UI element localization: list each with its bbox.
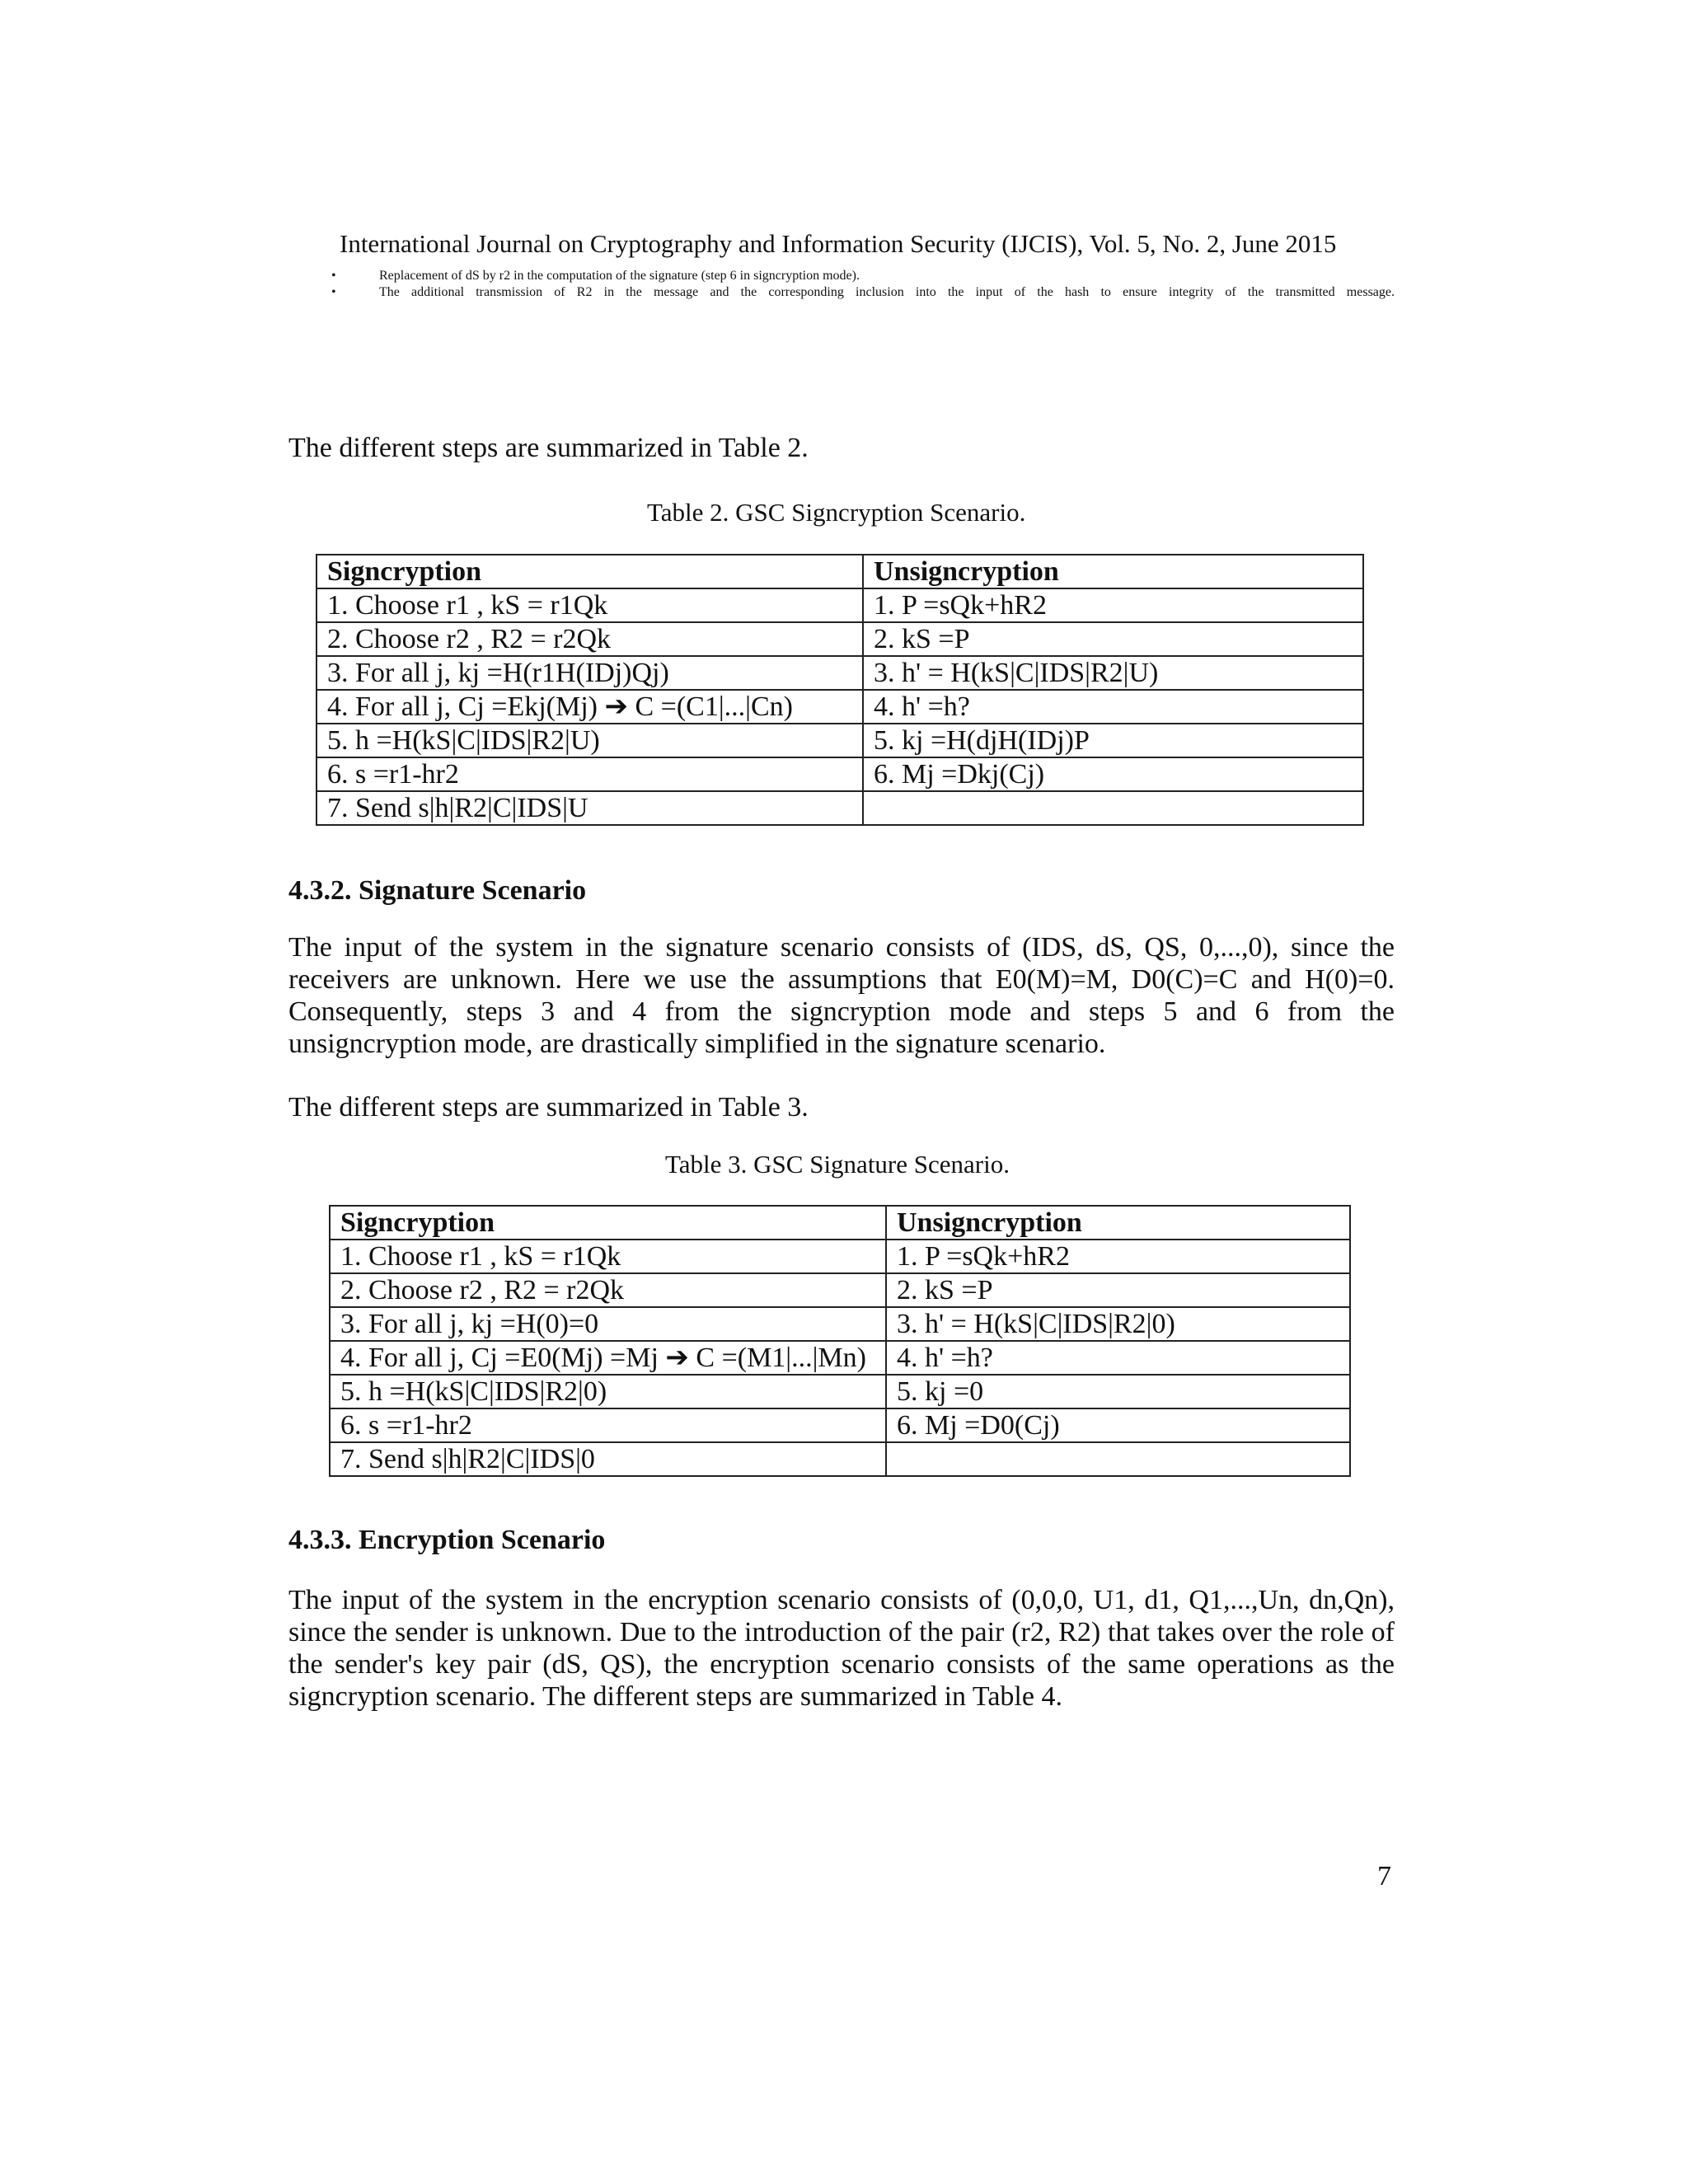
table-header-row bbox=[316, 555, 1363, 588]
table-row bbox=[316, 588, 1363, 622]
table-cell: 3. For all j, kj =H(0)=0 bbox=[330, 1307, 886, 1341]
table-cell: 1. Choose r1 , kS = r1Qk bbox=[330, 1240, 886, 1273]
table-cell: 4. For all j, Cj =E0(Mj) =Mj ➔ C =(M1|...|Mn) bbox=[330, 1341, 886, 1375]
bullet-text: The additional transmission of R2 in the message and the corresponding inclusion into the input of the hash to ensure integrity of the transmitted message. bbox=[379, 285, 1395, 299]
table-cell: 5. h =H(kS|C|IDS|R2|U) bbox=[316, 724, 863, 757]
table-row bbox=[330, 1240, 1350, 1273]
table-cell: 1. Choose r1 , kS = r1Qk bbox=[316, 588, 863, 622]
running-header: International Journal on Cryptography and Information Security (IJCIS), Vol. 5, No. 2, June 2015 bbox=[340, 229, 1337, 258]
table-cell: 4. For all j, Cj =Ekj(Mj) ➔ C =(C1|...|Cn) bbox=[316, 690, 863, 724]
table-row bbox=[330, 1442, 1350, 1476]
table-cell: 6. s =r1-hr2 bbox=[330, 1408, 886, 1442]
table-cell: 6. Mj =D0(Cj) bbox=[886, 1408, 1350, 1442]
table-cell: 5. kj =H(djH(IDj)P bbox=[863, 724, 1363, 757]
table3 bbox=[329, 1205, 1351, 1477]
section-heading-signature: 4.3.2. Signature Scenario bbox=[288, 875, 587, 906]
section-heading-encryption: 4.3.3. Encryption Scenario bbox=[288, 1525, 606, 1555]
table-cell: 6. s =r1-hr2 bbox=[316, 757, 863, 791]
table-row bbox=[316, 791, 1363, 825]
table-row bbox=[316, 690, 1363, 724]
table-cell: 2. Choose r2 , R2 = r2Qk bbox=[330, 1273, 886, 1307]
table-cell: 2. kS =P bbox=[863, 622, 1363, 656]
table-cell: 3. For all j, kj =H(r1H(IDj)Qj) bbox=[316, 656, 863, 690]
table-row bbox=[316, 656, 1363, 690]
table-header-row bbox=[330, 1206, 1350, 1240]
encryption-paragraph: The input of the system in the encryption scenario consists of (0,0,0, U1, d1, Q1,...,Un, dn,Qn), since the sender is unknown. Due to the introduction of the pair (r2, R2) that takes over the role of the sender's key pair (dS, QS), the encryption scenario consists of the same operations as the signcryption scenario. The different steps are summarized in Table 4. bbox=[288, 1585, 1395, 1712]
bullet-text: Replacement of dS by r2 in the computation of the signature (step 6 in signcryption mode). bbox=[379, 269, 860, 283]
table-row bbox=[330, 1341, 1350, 1375]
table-row bbox=[316, 622, 1363, 656]
table-cell: 7. Send s|h|R2|C|IDS|0 bbox=[330, 1442, 886, 1476]
header-cell-signcryption: Signcryption bbox=[330, 1206, 886, 1240]
table-cell: 2. Choose r2 , R2 = r2Qk bbox=[316, 622, 863, 656]
table-cell: 5. kj =0 bbox=[886, 1375, 1350, 1408]
table2-caption: Table 2. GSC Signcryption Scenario. bbox=[647, 498, 1026, 527]
header-cell-unsigncryption: Unsigncryption bbox=[886, 1206, 1350, 1240]
table-cell: 3. h' = H(kS|C|IDS|R2|U) bbox=[863, 656, 1363, 690]
table-cell bbox=[863, 791, 1363, 825]
table2-intro: The different steps are summarized in Table 2. bbox=[288, 433, 809, 463]
table-cell: 7. Send s|h|R2|C|IDS|U bbox=[316, 791, 863, 825]
bullet-dot-icon: • bbox=[331, 269, 336, 283]
page-number: 7 bbox=[1377, 1861, 1391, 1891]
table-cell: 3. h' = H(kS|C|IDS|R2|0) bbox=[886, 1307, 1350, 1341]
signature-paragraph: The input of the system in the signature scenario consists of (IDS, dS, QS, 0,...,0), since the receivers are unknown. Here we use the assumptions that E0(M)=M, D0(C)=C and H(0)=0. Consequently, steps 3 and 4 from the signcryption mode and steps 5 and 6 from the unsigncryption mode, are drastically simplified in the signature scenario. bbox=[288, 932, 1395, 1059]
bullet-dot-icon: • bbox=[331, 285, 336, 299]
table-cell: 1. P =sQk+hR2 bbox=[863, 588, 1363, 622]
table-cell: 2. kS =P bbox=[886, 1273, 1350, 1307]
table-row bbox=[330, 1375, 1350, 1408]
table3-intro: The different steps are summarized in Table 3. bbox=[288, 1092, 809, 1122]
table2 bbox=[316, 554, 1364, 826]
table-cell: 4. h' =h? bbox=[886, 1341, 1350, 1375]
table-row bbox=[330, 1408, 1350, 1442]
table-row bbox=[330, 1273, 1350, 1307]
bullet-list bbox=[331, 269, 1395, 302]
table-row bbox=[330, 1307, 1350, 1341]
header-cell-signcryption: Signcryption bbox=[316, 555, 863, 588]
table3-caption: Table 3. GSC Signature Scenario. bbox=[665, 1150, 1010, 1179]
table-row bbox=[316, 757, 1363, 791]
table-cell: 1. P =sQk+hR2 bbox=[886, 1240, 1350, 1273]
table-row bbox=[316, 724, 1363, 757]
table-cell: 4. h' =h? bbox=[863, 690, 1363, 724]
header-cell-unsigncryption: Unsigncryption bbox=[863, 555, 1363, 588]
table-cell bbox=[886, 1442, 1350, 1476]
table-cell: 6. Mj =Dkj(Cj) bbox=[863, 757, 1363, 791]
bullet-item bbox=[331, 285, 1395, 300]
bullet-item bbox=[331, 269, 1395, 284]
table-cell: 5. h =H(kS|C|IDS|R2|0) bbox=[330, 1375, 886, 1408]
